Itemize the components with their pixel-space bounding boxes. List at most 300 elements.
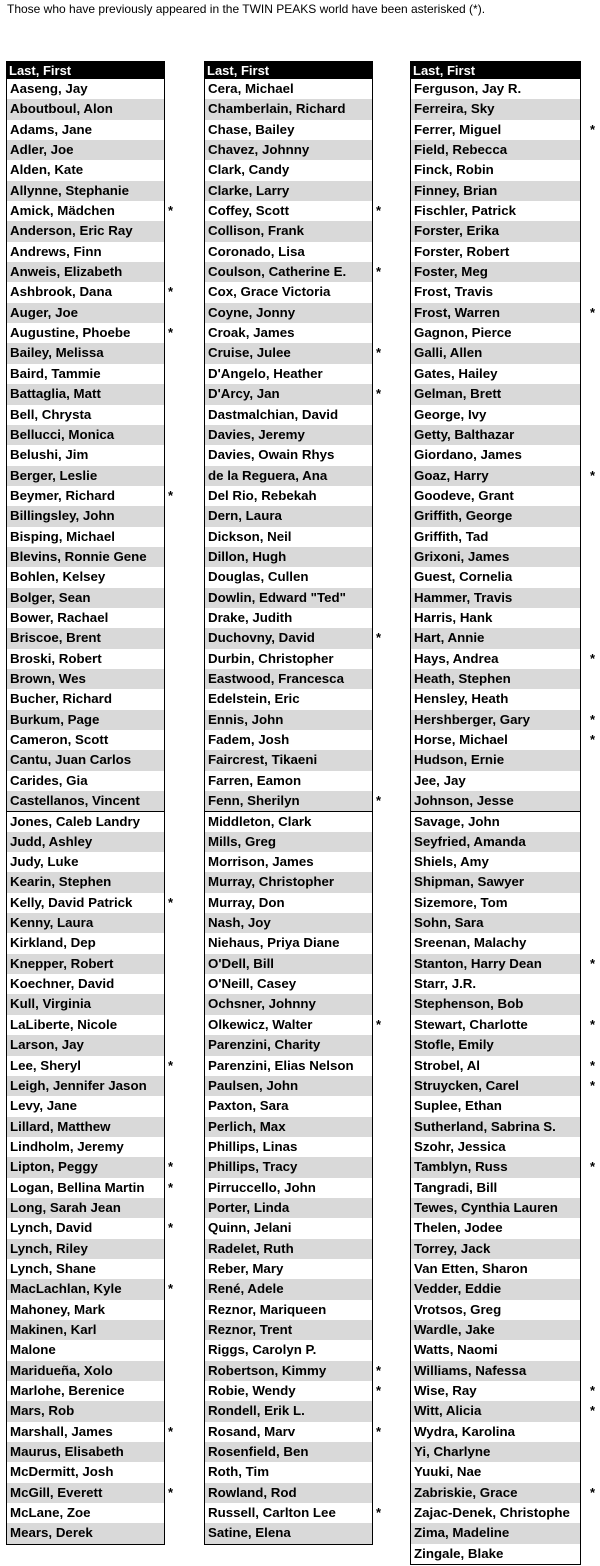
cast-name: Finney, Brian xyxy=(414,182,498,198)
name-row xyxy=(205,628,382,648)
cast-name: Marlohe, Berenice xyxy=(10,1383,125,1398)
name-row xyxy=(205,282,372,302)
cast-name: Robertson, Kimmy xyxy=(208,1362,327,1378)
name-row xyxy=(411,852,580,872)
name-row xyxy=(205,1503,382,1523)
name-row xyxy=(205,1320,372,1340)
cast-name: D'Arcy, Jan xyxy=(208,386,280,402)
column-header: Last, First xyxy=(6,61,165,79)
cast-name: Davies, Owain Rhys xyxy=(208,447,335,463)
cast-name: Clark, Candy xyxy=(208,162,290,178)
name-row xyxy=(411,527,580,547)
cast-name: Williams, Nafessa xyxy=(414,1362,527,1378)
cast-name: Parenzini, Charity xyxy=(208,1037,321,1053)
cast-column-3 xyxy=(410,61,596,1565)
cast-name: Kearin, Stephen xyxy=(10,874,112,890)
name-row xyxy=(411,1239,580,1259)
cast-name: Stofle, Emily xyxy=(414,1037,494,1053)
name-row xyxy=(7,649,164,669)
name-row xyxy=(411,689,580,709)
cast-name: Jee, Jay xyxy=(414,772,466,788)
name-row xyxy=(205,588,372,608)
cast-name: Robie, Wendy xyxy=(208,1383,296,1398)
cast-name: Bellucci, Monica xyxy=(10,426,115,442)
name-row xyxy=(7,567,164,587)
cast-name: Grixoni, James xyxy=(414,548,510,564)
cast-name: Mars, Rob xyxy=(10,1403,75,1419)
asterisk-mark: * xyxy=(168,284,174,300)
cast-name: Wise, Ray xyxy=(414,1383,477,1398)
asterisk-mark: * xyxy=(376,203,382,219)
name-row xyxy=(205,1096,372,1116)
cast-name: Strobel, Al xyxy=(414,1057,480,1073)
cast-name: Hershberger, Gary xyxy=(414,711,531,727)
cast-name: MacLachlan, Kyle xyxy=(10,1281,122,1297)
cast-name: Brown, Wes xyxy=(10,670,86,686)
cast-name: Tangradi, Bill xyxy=(414,1179,498,1195)
name-row xyxy=(7,1015,164,1035)
name-row xyxy=(411,771,580,791)
name-row xyxy=(7,1483,174,1503)
asterisk-mark: * xyxy=(590,121,596,137)
cast-name: Aboutboul, Alon xyxy=(10,101,113,117)
cast-name: Collison, Frank xyxy=(208,223,305,239)
cast-name: Hensley, Heath xyxy=(414,691,509,707)
cast-name: Makinen, Karl xyxy=(10,1321,97,1337)
name-row xyxy=(411,282,580,302)
asterisk-mark: * xyxy=(590,1484,596,1500)
cast-name: O'Dell, Bill xyxy=(208,955,274,971)
name-row xyxy=(205,1401,372,1421)
name-row xyxy=(411,913,580,933)
asterisk-mark: * xyxy=(590,1383,596,1398)
cast-name: Guest, Cornelia xyxy=(414,569,513,585)
cast-name: Starr, J.R. xyxy=(414,976,477,992)
name-row xyxy=(7,99,164,119)
cast-name: Kenny, Laura xyxy=(10,915,94,931)
cast-name: Koechner, David xyxy=(10,976,115,992)
name-row xyxy=(411,1117,580,1137)
name-row xyxy=(411,1523,580,1543)
asterisk-mark: * xyxy=(376,1383,382,1398)
name-row xyxy=(411,1178,580,1198)
cast-name: Phillips, Linas xyxy=(208,1138,298,1154)
cast-column-1 xyxy=(6,61,174,1545)
cast-name: Duchovny, David xyxy=(208,630,315,646)
name-row xyxy=(205,893,372,913)
cast-name: Dillon, Hugh xyxy=(208,548,287,564)
name-row xyxy=(411,242,580,262)
name-row xyxy=(7,1401,164,1421)
asterisk-mark: * xyxy=(376,1423,382,1439)
cast-name: Cruise, Julee xyxy=(208,345,291,361)
name-row xyxy=(205,872,372,892)
name-row xyxy=(205,1361,382,1381)
cast-name: Perlich, Max xyxy=(208,1118,286,1134)
name-row xyxy=(7,954,164,974)
name-row xyxy=(7,120,164,140)
name-row xyxy=(411,181,580,201)
name-row xyxy=(411,710,596,730)
name-row xyxy=(411,994,580,1014)
cast-name: Witt, Alicia xyxy=(414,1403,482,1419)
cast-name: Chavez, Johnny xyxy=(208,142,310,158)
name-row xyxy=(411,1401,596,1421)
cast-name: Zajac-Denek, Christophe xyxy=(414,1505,570,1521)
asterisk-mark: * xyxy=(590,1057,596,1073)
cast-name: Edelstein, Eric xyxy=(208,691,300,707)
cast-name: McDermitt, Josh xyxy=(10,1464,114,1480)
name-row xyxy=(205,547,372,567)
name-row xyxy=(205,1218,372,1238)
cast-name: Field, Rebecca xyxy=(414,142,508,158)
name-row xyxy=(205,710,372,730)
name-row xyxy=(205,242,372,262)
cast-name: Adler, Joe xyxy=(10,142,74,158)
asterisk-mark: * xyxy=(168,487,174,503)
asterisk-mark: * xyxy=(168,1159,174,1175)
name-row xyxy=(411,1381,596,1401)
name-row xyxy=(411,343,580,363)
name-row xyxy=(7,486,174,506)
cast-name: Morrison, James xyxy=(208,854,314,870)
name-row xyxy=(411,750,580,770)
asterisk-mark: * xyxy=(168,1179,174,1195)
name-row xyxy=(7,994,164,1014)
name-row xyxy=(205,1483,372,1503)
name-row xyxy=(205,1442,372,1462)
name-row xyxy=(205,567,372,587)
cast-name: George, Ivy xyxy=(414,406,487,422)
cast-name: Augustine, Phoebe xyxy=(10,325,131,341)
name-row xyxy=(411,1137,580,1157)
name-row xyxy=(7,343,164,363)
name-row xyxy=(7,1279,174,1299)
cast-name: D'Angelo, Heather xyxy=(208,365,323,381)
cast-name: Ashbrook, Dana xyxy=(10,284,112,300)
name-row xyxy=(205,1462,372,1482)
name-row xyxy=(7,201,174,221)
cast-name: Getty, Balthazar xyxy=(414,426,515,442)
cast-name: Ferguson, Jay R. xyxy=(414,81,522,96)
name-row xyxy=(7,405,164,425)
asterisk-mark: * xyxy=(590,467,596,483)
cast-name: Riggs, Carolyn P. xyxy=(208,1342,317,1358)
name-row xyxy=(205,649,372,669)
cast-name: Rosand, Marv xyxy=(208,1423,296,1439)
cast-name: Maurus, Elisabeth xyxy=(10,1444,124,1460)
name-row xyxy=(205,1117,372,1137)
cast-name: Drake, Judith xyxy=(208,609,293,625)
name-row xyxy=(411,1483,596,1503)
cast-name: Griffith, George xyxy=(414,508,513,524)
cast-name: Sutherland, Sabrina S. xyxy=(414,1118,556,1134)
name-row xyxy=(205,506,372,526)
cast-name: Stanton, Harry Dean xyxy=(414,955,542,971)
name-row xyxy=(411,99,580,119)
name-row xyxy=(7,547,164,567)
cast-name: Berger, Leslie xyxy=(10,467,98,483)
name-row xyxy=(7,1137,164,1157)
name-row xyxy=(205,343,382,363)
asterisk-mark: * xyxy=(590,1159,596,1175)
name-row xyxy=(7,303,164,323)
name-row xyxy=(205,445,372,465)
cast-name: Burkum, Page xyxy=(10,711,100,727)
name-row xyxy=(411,1300,580,1320)
cast-name: Stewart, Charlotte xyxy=(414,1016,528,1032)
cast-name: Niehaus, Priya Diane xyxy=(208,935,340,951)
cast-name: Hudson, Ernie xyxy=(414,752,505,768)
name-row xyxy=(205,1178,372,1198)
name-row xyxy=(7,1198,164,1218)
cast-name: Sohn, Sara xyxy=(414,915,484,931)
name-row xyxy=(411,1361,580,1381)
name-row xyxy=(205,1137,372,1157)
name-row xyxy=(205,1056,372,1076)
name-row xyxy=(411,730,596,750)
name-row xyxy=(7,1259,164,1279)
cast-name: Bisping, Michael xyxy=(10,528,115,544)
cast-name: Thelen, Jodee xyxy=(414,1220,503,1236)
cast-name: Johnson, Jesse xyxy=(414,793,514,809)
cast-name: Heath, Stephen xyxy=(414,670,511,686)
cast-name: Levy, Jane xyxy=(10,1098,78,1114)
name-row xyxy=(411,405,580,425)
cast-name: Coronado, Lisa xyxy=(208,243,305,259)
cast-name: Dastmalchian, David xyxy=(208,406,339,422)
name-row xyxy=(411,1320,580,1340)
name-row xyxy=(411,811,580,831)
name-row xyxy=(7,1503,164,1523)
cast-name: Watts, Naomi xyxy=(414,1342,498,1358)
cast-name: Maridueña, Xolo xyxy=(10,1362,113,1378)
cast-name: Durbin, Christopher xyxy=(208,650,334,666)
name-row xyxy=(205,608,372,628)
name-row xyxy=(411,384,580,404)
asterisk-mark: * xyxy=(168,1220,174,1236)
name-row xyxy=(7,750,164,770)
cast-name: Jones, Caleb Landry xyxy=(10,814,141,830)
asterisk-mark: * xyxy=(590,955,596,971)
name-row xyxy=(7,669,164,689)
cast-name: Parenzini, Elias Nelson xyxy=(208,1057,354,1073)
asterisk-mark: * xyxy=(590,650,596,666)
cast-name: Beymer, Richard xyxy=(10,487,115,503)
cast-name: Kull, Virginia xyxy=(10,996,92,1012)
cast-name: Farren, Eamon xyxy=(208,772,302,788)
cast-name: Van Etten, Sharon xyxy=(414,1260,528,1276)
cast-name: Judd, Ashley xyxy=(10,833,93,849)
cast-name: Seyfried, Amanda xyxy=(414,833,526,849)
cast-name: Zingale, Blake xyxy=(414,1545,504,1561)
name-row xyxy=(205,771,372,791)
name-row xyxy=(7,913,164,933)
cast-name: Lipton, Peggy xyxy=(10,1159,98,1175)
name-row xyxy=(205,933,372,953)
cast-name: Satine, Elena xyxy=(208,1525,291,1541)
name-row xyxy=(411,79,580,99)
name-row xyxy=(411,588,580,608)
name-row xyxy=(411,608,580,628)
cast-name: Castellanos, Vincent xyxy=(10,793,140,809)
name-row xyxy=(205,99,372,119)
cast-name: Yuuki, Nae xyxy=(414,1464,482,1480)
cast-name: Battaglia, Matt xyxy=(10,386,101,402)
name-row xyxy=(7,1361,164,1381)
name-row xyxy=(411,1076,596,1096)
cast-name: Fadem, Josh xyxy=(208,732,290,747)
name-row xyxy=(411,1503,580,1523)
cast-name: McLane, Zoe xyxy=(10,1505,91,1521)
name-row xyxy=(205,181,372,201)
cast-name: Nash, Joy xyxy=(208,915,271,931)
cast-name: Porter, Linda xyxy=(208,1199,290,1215)
name-row xyxy=(411,262,580,282)
cast-name: Ennis, John xyxy=(208,711,284,727)
name-row xyxy=(7,506,164,526)
name-row xyxy=(7,262,164,282)
name-row xyxy=(7,974,164,994)
name-row xyxy=(205,1015,382,1035)
cast-name: Del Rio, Rebekah xyxy=(208,487,317,503)
cast-name: Leigh, Jennifer Jason xyxy=(10,1077,147,1093)
name-row xyxy=(7,1218,174,1238)
name-row xyxy=(411,954,596,974)
cast-name: Quinn, Jelani xyxy=(208,1220,292,1236)
name-row xyxy=(205,1198,372,1218)
cast-name: Phillips, Tracy xyxy=(208,1159,298,1175)
name-row xyxy=(7,1442,164,1462)
cast-name: Savage, John xyxy=(414,814,500,830)
cast-name: Amick, Mädchen xyxy=(10,203,115,219)
cast-name: LaLiberte, Nicole xyxy=(10,1016,118,1032)
name-row xyxy=(7,608,164,628)
name-row xyxy=(205,1157,372,1177)
name-row xyxy=(411,974,580,994)
cast-name: Gates, Hailey xyxy=(414,365,498,381)
name-row xyxy=(205,405,372,425)
column-header: Last, First xyxy=(410,61,581,79)
asterisk-mark: * xyxy=(590,1403,596,1419)
name-row xyxy=(411,893,580,913)
name-row xyxy=(205,1076,372,1096)
name-row xyxy=(411,201,580,221)
name-row xyxy=(7,1178,174,1198)
cast-name: Paulsen, John xyxy=(208,1077,299,1093)
cast-name: Horse, Michael xyxy=(414,732,508,747)
cast-name: Logan, Bellina Martin xyxy=(10,1179,145,1195)
name-row xyxy=(205,1381,382,1401)
cast-name: Middleton, Clark xyxy=(208,814,312,830)
name-row xyxy=(411,1157,596,1177)
name-row xyxy=(7,1157,174,1177)
name-row xyxy=(7,710,164,730)
cast-name: Broski, Robert xyxy=(10,650,102,666)
cast-name: Zima, Madeline xyxy=(414,1525,510,1541)
name-row xyxy=(205,832,372,852)
cast-name: Roth, Tim xyxy=(208,1464,270,1480)
name-row xyxy=(411,303,596,323)
name-row xyxy=(205,913,372,933)
cast-name: Reber, Mary xyxy=(208,1260,284,1276)
name-row xyxy=(7,852,164,872)
name-row xyxy=(411,160,580,180)
cast-name: Lynch, David xyxy=(10,1220,93,1236)
name-row xyxy=(7,1056,174,1076)
cast-name: Douglas, Cullen xyxy=(208,569,309,585)
cast-name: Finck, Robin xyxy=(414,162,494,178)
name-row xyxy=(411,1096,580,1116)
name-row xyxy=(205,730,372,750)
column-header: Last, First xyxy=(204,61,373,79)
cast-name: Ferreira, Sky xyxy=(414,101,495,117)
asterisk-mark: * xyxy=(590,1016,596,1032)
name-row xyxy=(7,1300,164,1320)
cast-name: Dern, Laura xyxy=(208,508,282,524)
cast-name: Cameron, Scott xyxy=(10,732,109,747)
cast-name: Harris, Hank xyxy=(414,609,493,625)
cast-name: Anderson, Eric Ray xyxy=(10,223,133,239)
name-row xyxy=(205,262,382,282)
name-row xyxy=(411,140,580,160)
cast-name: René, Adele xyxy=(208,1281,284,1297)
name-row xyxy=(205,1259,372,1279)
asterisk-mark: * xyxy=(590,1077,596,1093)
cast-name: Bolger, Sean xyxy=(10,589,91,605)
cast-name: Baird, Tammie xyxy=(10,365,101,381)
asterisk-mark: * xyxy=(376,793,382,809)
asterisk-mark: * xyxy=(168,894,174,910)
cast-name: Lindholm, Jeremy xyxy=(10,1138,124,1154)
cast-name: Szohr, Jessica xyxy=(414,1138,506,1154)
cast-name: Hart, Annie xyxy=(414,630,485,646)
cast-name: O'Neill, Casey xyxy=(208,976,297,992)
name-row xyxy=(7,425,164,445)
name-row xyxy=(7,466,164,486)
name-row xyxy=(411,628,580,648)
name-row xyxy=(7,1239,164,1259)
name-row xyxy=(7,1523,164,1543)
cast-name: Mahoney, Mark xyxy=(10,1301,106,1317)
cast-name: Goodeve, Grant xyxy=(414,487,514,503)
name-row xyxy=(7,221,164,241)
cast-name: Galli, Allen xyxy=(414,345,483,361)
name-row xyxy=(411,567,580,587)
cast-name: Coyne, Jonny xyxy=(208,304,296,320)
name-row xyxy=(7,140,164,160)
name-row xyxy=(411,466,596,486)
name-row xyxy=(411,669,580,689)
cast-name: Russell, Carlton Lee xyxy=(208,1505,336,1521)
cast-name: Suplee, Ethan xyxy=(414,1098,502,1114)
name-row xyxy=(205,1422,382,1442)
name-row xyxy=(7,933,164,953)
name-row xyxy=(205,364,372,384)
cast-name: Frost, Travis xyxy=(414,284,494,300)
asterisk-mark: * xyxy=(376,386,382,402)
cast-name: Giordano, James xyxy=(414,447,522,463)
name-row xyxy=(7,384,164,404)
cast-name: Rowland, Rod xyxy=(208,1484,297,1500)
cast-name: Sizemore, Tom xyxy=(414,894,508,910)
cast-name: Hammer, Travis xyxy=(414,589,513,605)
cast-name: Murray, Christopher xyxy=(208,874,335,890)
cast-name: Bucher, Richard xyxy=(10,691,112,707)
name-row xyxy=(7,1340,164,1360)
name-row xyxy=(205,689,372,709)
name-row xyxy=(205,425,372,445)
